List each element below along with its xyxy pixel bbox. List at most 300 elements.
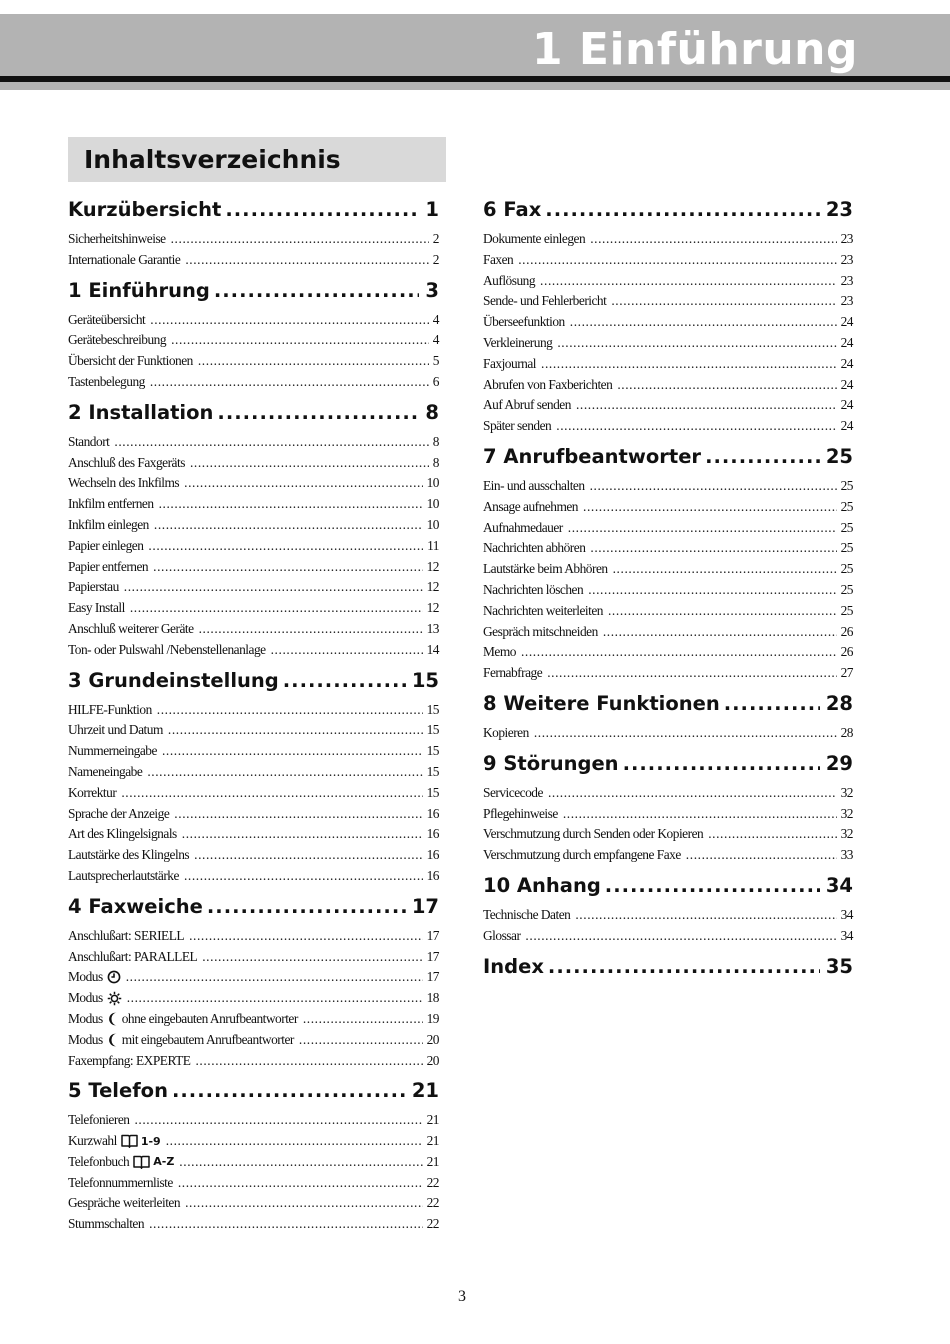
dot-leader (556, 418, 836, 434)
entry-page-number: 24 (840, 334, 853, 350)
dot-leader (214, 279, 420, 302)
section-title: 10 Anhang (483, 873, 601, 897)
entry-title (483, 644, 516, 660)
toc-entry[interactable] (68, 600, 439, 621)
toc-entry-list (68, 434, 439, 663)
entry-page-number: 25 (840, 498, 853, 514)
entry-text: Anschlußart: PARALLEL (68, 948, 198, 964)
toc-entry[interactable] (483, 252, 853, 273)
entry-text: Faxen (483, 251, 514, 267)
toc-entry[interactable] (68, 475, 439, 496)
dot-leader (611, 293, 836, 309)
entry-title (483, 847, 681, 863)
entry-title (68, 990, 122, 1006)
toc-entry-list (483, 478, 853, 686)
dot-leader (195, 1053, 422, 1069)
toc-entry[interactable] (483, 806, 853, 827)
dot-leader (548, 955, 820, 978)
entry-title (483, 478, 585, 494)
entry-title (68, 702, 152, 718)
entry-title (483, 231, 585, 247)
entry-page-number: 4 (432, 311, 439, 327)
entry-title (68, 538, 143, 554)
entry-text: Gespräch mitschneiden (483, 623, 598, 639)
entry-title (68, 1216, 144, 1232)
entry-title (68, 826, 177, 842)
entry-title (68, 1175, 173, 1191)
toc-entry[interactable] (483, 928, 853, 949)
entry-text: Art des Klingelsignals (68, 826, 177, 842)
dot-leader (172, 1079, 406, 1102)
entry-title (68, 847, 189, 863)
toc-entry[interactable] (68, 743, 439, 764)
entry-title (68, 434, 109, 450)
dot-leader (157, 702, 423, 718)
toc-entry[interactable] (68, 1032, 439, 1053)
entry-title (68, 252, 180, 268)
toc-entry[interactable] (68, 621, 439, 642)
entry-title (68, 1195, 180, 1211)
entry-page-number: 22 (426, 1195, 439, 1211)
moon-icon (107, 1012, 118, 1026)
entry-text: Übersicht der Funktionen (68, 353, 193, 369)
toc-section-heading[interactable] (68, 198, 439, 229)
entry-page-number: 12 (426, 600, 439, 616)
entry-text: Papier einlegen (68, 537, 144, 553)
entry-title (483, 665, 542, 681)
toc-entry[interactable] (68, 642, 439, 663)
dot-leader (178, 1175, 423, 1191)
section-page-number: 29 (825, 751, 853, 775)
entry-text: Tastenbelegung (68, 373, 145, 389)
entry-page-number: 8 (432, 454, 439, 470)
entry-title (483, 725, 529, 741)
entry-page-number: 28 (840, 724, 853, 740)
dot-leader (518, 252, 836, 268)
toc-section-heading[interactable] (68, 669, 439, 700)
section-title: 2 Installation (68, 400, 214, 424)
entry-text: Sende- und Fehlerbericht (483, 293, 607, 309)
entry-text: Modus (68, 1010, 103, 1026)
entry-text: Inkfilm einlegen (68, 516, 149, 532)
dot-leader (185, 252, 428, 268)
entry-page-number: 24 (840, 418, 853, 434)
dot-leader (608, 603, 837, 619)
entry-text: Lautsprecherlautstärke (68, 867, 179, 883)
entry-text: Verschmutzung durch Senden oder Kopieren (483, 826, 704, 842)
toc-section-heading[interactable] (483, 198, 853, 229)
dot-leader (724, 692, 820, 715)
dot-leader (179, 1154, 422, 1170)
entry-title (483, 582, 583, 598)
entry-text: Memo (483, 644, 516, 660)
entry-page-number: 15 (426, 701, 439, 717)
entry-page-number: 23 (840, 272, 853, 288)
toc-entry[interactable] (68, 928, 439, 949)
toc-section-heading[interactable] (483, 445, 853, 476)
entry-text: Kurzwahl (68, 1133, 117, 1149)
toc-entry[interactable] (68, 969, 439, 990)
entry-page-number: 16 (426, 805, 439, 821)
entry-title (483, 397, 571, 413)
entry-text: Standort (68, 433, 110, 449)
toc-section-heading[interactable] (483, 874, 853, 905)
entry-page-number: 23 (840, 251, 853, 267)
toc-entry[interactable] (68, 1011, 439, 1032)
entry-page-number: 34 (840, 906, 853, 922)
toc-entry-list (483, 725, 853, 746)
entry-page-number: 33 (840, 847, 853, 863)
dot-leader (623, 752, 820, 775)
entry-page-number: 10 (426, 516, 439, 532)
toc-entry[interactable] (483, 603, 853, 624)
dot-leader (199, 621, 423, 637)
toc-entry[interactable] (483, 335, 853, 356)
toc-section-heading[interactable] (68, 1079, 439, 1110)
entry-page-number: 6 (432, 373, 439, 389)
entry-page-number: 16 (426, 867, 439, 883)
entry-page-number: 25 (840, 602, 853, 618)
toc-entry[interactable] (68, 847, 439, 868)
entry-text: Easy Install (68, 600, 125, 616)
entry-page-number: 24 (840, 376, 853, 392)
toc-entry[interactable] (68, 1195, 439, 1216)
entry-title (68, 496, 154, 512)
entry-title (68, 600, 125, 616)
dot-leader (198, 353, 429, 369)
toc-entry[interactable] (483, 418, 853, 439)
section-page-number: 15 (411, 668, 439, 692)
entry-page-number: 25 (840, 540, 853, 556)
dot-leader (271, 642, 423, 658)
section-title: 8 Weitere Funktionen (483, 691, 720, 715)
entry-page-number: 16 (426, 826, 439, 842)
dot-leader (124, 579, 423, 595)
toc-entry[interactable] (483, 907, 853, 928)
entry-text: Nachrichten abhören (483, 540, 586, 556)
page-number: 3 (458, 1288, 466, 1305)
entry-title (483, 377, 612, 393)
entry-page-number: 17 (426, 927, 439, 943)
entry-title (483, 928, 520, 944)
toc-entry[interactable] (68, 332, 439, 353)
toc-section-heading[interactable] (483, 692, 853, 723)
dot-leader (185, 1195, 423, 1211)
toc-entry[interactable] (483, 540, 853, 561)
dot-leader (153, 559, 422, 575)
toc-entry[interactable] (483, 665, 853, 686)
toc-entry[interactable] (68, 990, 439, 1011)
toc-entry[interactable] (68, 538, 439, 559)
entry-title (68, 868, 179, 884)
toc-entry[interactable] (483, 520, 853, 541)
toc-entry[interactable] (68, 252, 439, 273)
toc-entry[interactable] (68, 353, 439, 374)
entry-page-number: 32 (840, 784, 853, 800)
entry-title (483, 273, 535, 289)
toc-section-heading[interactable] (68, 895, 439, 926)
dot-leader (590, 478, 837, 494)
section-title: 6 Fax (483, 198, 542, 221)
toc-section-heading[interactable] (483, 955, 853, 986)
dot-leader (202, 949, 422, 965)
entry-page-number: 34 (840, 927, 853, 943)
toc-entry[interactable] (68, 579, 439, 600)
entry-text: Anschlußart: SERIELL (68, 927, 185, 943)
entry-title (68, 1133, 161, 1149)
clock-icon (107, 970, 121, 984)
book-icon (133, 1155, 150, 1169)
entry-text: Ton- oder Pulswahl /Nebenstellenanlage (68, 641, 266, 657)
toc-entry[interactable] (68, 312, 439, 333)
entry-text: Dokumente einlegen (483, 231, 586, 246)
toc-entry[interactable] (68, 517, 439, 538)
section-title: Index (483, 954, 544, 978)
entry-title (483, 785, 543, 801)
entry-title (483, 293, 606, 309)
toc-entry[interactable] (68, 1154, 439, 1175)
dot-leader (147, 764, 422, 780)
header-under-band (0, 82, 950, 90)
dot-leader (570, 314, 837, 330)
entry-text: Geräteübersicht (68, 311, 146, 327)
entry-suffix: ohne eingebauten Anrufbeantworter (121, 1010, 298, 1026)
entry-page-number: 25 (840, 581, 853, 597)
dot-leader (686, 847, 837, 863)
dot-leader (162, 743, 423, 759)
book-icon (121, 1134, 138, 1148)
toc-entry[interactable] (68, 868, 439, 889)
entry-title (483, 603, 603, 619)
dot-leader (540, 273, 837, 289)
toc-entry[interactable] (483, 561, 853, 582)
toc-entry[interactable] (68, 764, 439, 785)
dot-leader (114, 434, 428, 450)
entry-title (68, 231, 166, 247)
dot-leader (705, 445, 820, 468)
dot-leader (130, 600, 423, 616)
entry-text: Gespräche weiterleiten (68, 1195, 181, 1211)
entry-page-number: 25 (840, 477, 853, 493)
toc-entry[interactable] (68, 231, 439, 252)
dot-leader (708, 826, 836, 842)
section-page-number: 8 (425, 400, 439, 424)
entry-page-number: 15 (426, 722, 439, 738)
entry-title (483, 252, 513, 268)
entry-title (483, 520, 563, 536)
entry-title (68, 559, 148, 575)
entry-title (68, 621, 194, 637)
dot-leader (545, 198, 820, 221)
entry-title (68, 1032, 294, 1048)
entry-page-number: 19 (426, 1010, 439, 1026)
toc-heading-box (68, 137, 446, 182)
dot-leader (547, 665, 836, 681)
dot-leader (150, 312, 429, 328)
dot-leader (148, 538, 423, 554)
section-page-number: 23 (825, 198, 853, 221)
toc-entry[interactable] (68, 722, 439, 743)
entry-title (483, 624, 598, 640)
toc-entry[interactable] (483, 377, 853, 398)
entry-text: Telefonnummernliste (68, 1174, 173, 1190)
entry-text: Gerätebeschreibung (68, 332, 167, 348)
entry-page-number: 4 (432, 332, 439, 348)
toc-entry[interactable] (68, 949, 439, 970)
toc-entry[interactable] (483, 314, 853, 335)
toc-section-heading[interactable] (68, 279, 439, 310)
entry-title (483, 561, 608, 577)
entry-text: Modus (68, 1031, 103, 1047)
dot-leader (184, 475, 422, 491)
entry-title (483, 540, 585, 556)
sun-icon (107, 991, 122, 1006)
dot-leader (588, 582, 836, 598)
toc-entry-list (68, 702, 439, 889)
toc-entry[interactable] (68, 374, 439, 395)
toc-entry[interactable] (68, 559, 439, 580)
toc-entry[interactable] (68, 1112, 439, 1133)
entry-page-number: 8 (432, 433, 439, 449)
entry-title (483, 314, 565, 330)
entry-title (68, 332, 166, 348)
entry-text: Faxjournal (483, 355, 537, 371)
entry-text: Nachrichten löschen (483, 581, 584, 597)
section-title: 9 Störungen (483, 751, 619, 775)
entry-page-number: 26 (840, 644, 853, 660)
entry-page-number: 27 (840, 665, 853, 681)
toc-entry[interactable] (68, 1053, 439, 1074)
dot-leader (171, 231, 429, 247)
toc-entry[interactable] (483, 478, 853, 499)
section-title: 4 Faxweiche (68, 894, 203, 918)
toc-entry[interactable] (483, 582, 853, 603)
dot-leader (150, 374, 429, 390)
entry-title (68, 969, 121, 985)
dot-leader (568, 520, 837, 536)
entry-text: Nameneingabe (68, 763, 143, 779)
entry-page-number: 24 (840, 397, 853, 413)
entry-title (68, 1154, 174, 1170)
dot-leader (590, 231, 836, 247)
toc-entry[interactable] (483, 397, 853, 418)
toc-entry-list (483, 231, 853, 439)
dot-leader (207, 895, 406, 918)
entry-title (68, 475, 179, 491)
entry-text: Anschluß des Faxgeräts (68, 454, 185, 470)
entry-text: Überseefunktion (483, 314, 565, 330)
dot-leader (182, 826, 423, 842)
toc-entry[interactable] (483, 725, 853, 746)
toc-entry-list (483, 907, 853, 949)
dot-leader (225, 198, 419, 221)
dot-leader (126, 969, 423, 985)
entry-page-number: 24 (840, 355, 853, 371)
entry-text: Aufnahmedauer (483, 519, 563, 535)
toc-entry[interactable] (68, 455, 439, 476)
toc-entry-list (483, 785, 853, 868)
section-page-number: 1 (425, 198, 439, 221)
toc-entry[interactable] (68, 1175, 439, 1196)
entry-page-number: 17 (426, 969, 439, 985)
toc-entry[interactable] (483, 231, 853, 252)
entry-text: Ein- und ausschalten (483, 477, 585, 493)
entry-page-number: 14 (426, 641, 439, 657)
toc-entry[interactable] (68, 496, 439, 517)
toc-entry[interactable] (483, 624, 853, 645)
toc-entry[interactable] (68, 826, 439, 847)
toc-entry[interactable] (483, 785, 853, 806)
entry-title (68, 722, 163, 738)
entry-title (68, 949, 197, 965)
entry-page-number: 16 (426, 847, 439, 863)
toc-entry[interactable] (483, 356, 853, 377)
entry-page-number: 18 (426, 990, 439, 1006)
entry-page-number: 20 (426, 1031, 439, 1047)
dot-leader (613, 561, 837, 577)
entry-text: Verschmutzung durch empfangene Faxe (483, 847, 681, 863)
toc-entry[interactable] (68, 1216, 439, 1237)
entry-text: Lautstärke des Klingelns (68, 847, 190, 863)
entry-title (483, 335, 552, 351)
entry-text: Internationale Garantie (68, 251, 181, 267)
toc-entry[interactable] (68, 1133, 439, 1154)
dot-leader (590, 540, 836, 556)
toc-entry[interactable] (483, 293, 853, 314)
toc-entry[interactable] (483, 644, 853, 665)
entry-page-number: 21 (426, 1133, 439, 1149)
dot-leader (525, 928, 836, 944)
entry-page-number: 10 (426, 496, 439, 512)
entry-text: Wechseln des Inkfilms (68, 475, 180, 491)
entry-text: Modus (68, 990, 103, 1006)
toc-entry[interactable] (483, 273, 853, 294)
entry-text: Faxempfang: EXPERTE (68, 1052, 191, 1068)
toc-entry[interactable] (483, 499, 853, 520)
entry-title (483, 418, 551, 434)
entry-text: Glossar (483, 927, 521, 943)
toc-section-heading[interactable] (483, 752, 853, 783)
icon-label: A-Z (153, 1155, 175, 1169)
entry-text: Später senden (483, 418, 552, 434)
entry-title (68, 1011, 298, 1027)
dot-leader (159, 496, 423, 512)
toc-entry[interactable] (68, 434, 439, 455)
entry-text: Ansage aufnehmen (483, 498, 578, 514)
toc-entry[interactable] (68, 785, 439, 806)
entry-title (483, 499, 578, 515)
toc-entry[interactable] (68, 702, 439, 723)
entry-title (483, 806, 558, 822)
section-page-number: 35 (825, 954, 853, 978)
section-page-number: 17 (411, 894, 439, 918)
entry-page-number: 2 (432, 251, 439, 267)
dot-leader (557, 335, 836, 351)
toc-entry[interactable] (68, 806, 439, 827)
entry-title (68, 764, 142, 780)
toc-section-heading[interactable] (68, 401, 439, 432)
entry-title (68, 353, 193, 369)
entry-text: Lautstärke beim Abhören (483, 561, 608, 577)
entry-text: Nachrichten weiterleiten (483, 602, 603, 618)
entry-title (68, 579, 119, 595)
entry-text: Anschluß weiterer Geräte (68, 620, 194, 636)
toc-entry[interactable] (483, 847, 853, 868)
dot-leader (121, 785, 422, 801)
toc-entry[interactable] (483, 826, 853, 847)
dot-leader (154, 517, 423, 533)
dot-leader (605, 874, 820, 897)
